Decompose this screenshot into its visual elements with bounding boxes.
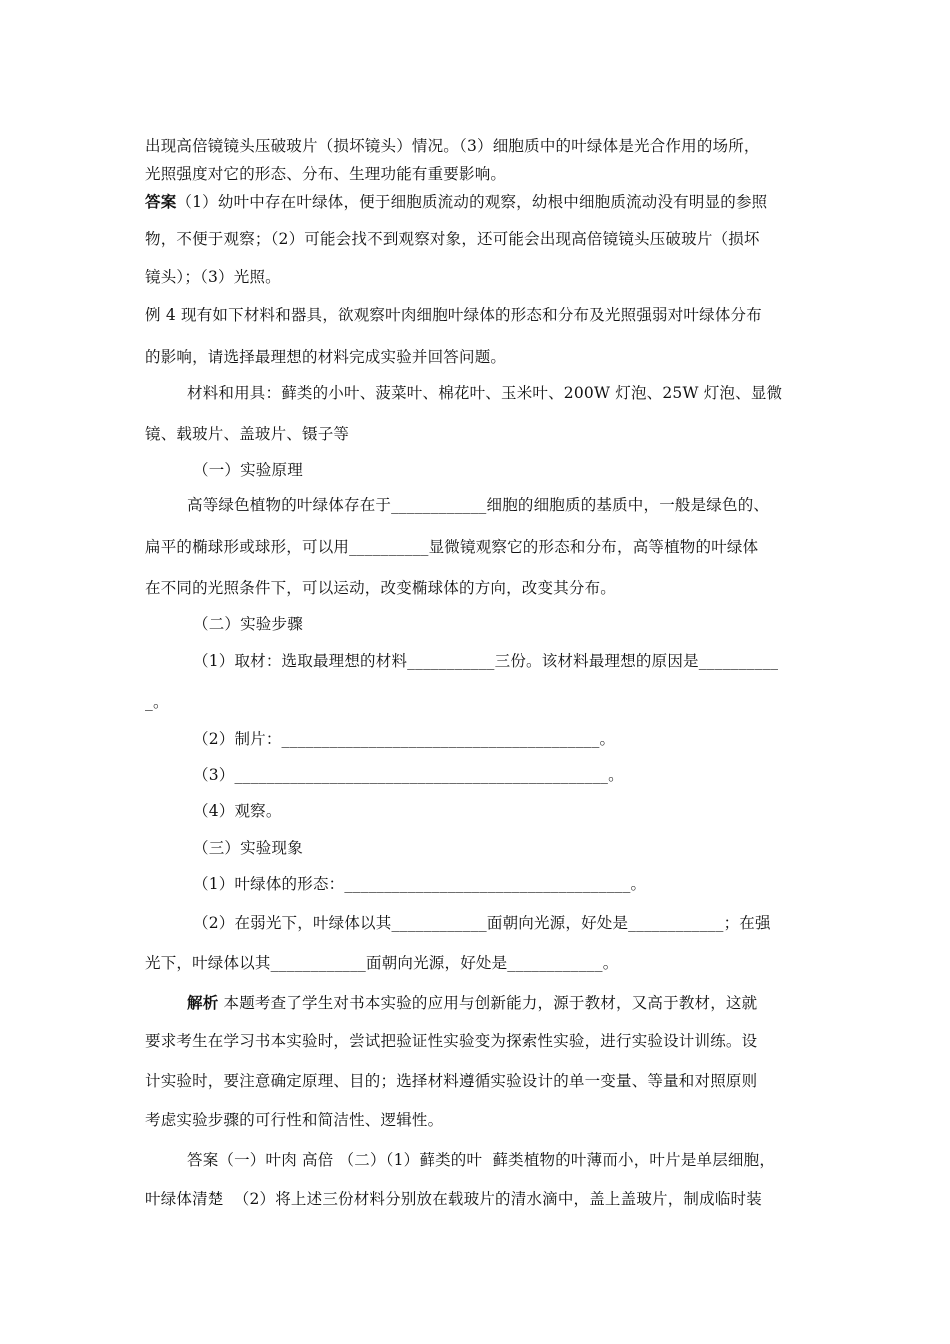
answer-3-line-1 <box>145 192 767 212</box>
principle-line-1: 高等绿色植物的叶绿体存在于____________细胞的细胞质的基质中，一般是绿色的、 <box>187 496 770 514</box>
analysis-line-2: 要求考生在学习书本实验时，尝试把验证性实验变为探索性实验，进行实验设计训练。设 <box>145 1032 758 1050</box>
step-3: （3）_______________________________________________。 <box>193 766 624 784</box>
materials-line-1: 材料和用具：藓类的小叶、菠菜叶、棉花叶、玉米叶、200W 灯泡、25W 灯泡、显微 <box>187 384 783 402</box>
analysis-line-1 <box>187 993 757 1013</box>
answer-4-line-2: 叶绿体清楚 （2）将上述三份材料分别放在载玻片的清水滴中，盖上盖玻片，制成临时装 <box>145 1190 762 1208</box>
answer-label: 答案 <box>145 192 177 211</box>
principle-line-3: 在不同的光照条件下，可以运动，改变椭球体的方向，改变其分布。 <box>145 579 617 597</box>
answer-3-line-3: 镜头）；（3）光照。 <box>145 268 281 286</box>
analysis-label: 解析 <box>187 993 219 1012</box>
analysis-line-3: 计实验时，要注意确定原理、目的；选择材料遵循实验设计的单一变量、等量和对照原则 <box>145 1072 758 1090</box>
answer-4-line-1: 答案（一）叶肉 高倍 （二）（1）藓类的叶 藓类植物的叶薄而小，叶片是单层细胞， <box>187 1151 776 1169</box>
analysis-text: 本题考查了学生对书本实验的应用与创新能力，源于教材，又高于教材，这就 <box>218 994 758 1012</box>
answer-3-text: （1）幼叶中存在叶绿体，便于细胞质流动的观察，幼根中细胞质流动没有明显的参照 <box>176 193 768 211</box>
step-1-line-2: _。 <box>145 693 169 711</box>
analysis-line-4: 考虑实验步骤的可行性和简洁性、逻辑性。 <box>145 1111 444 1129</box>
step-4: （4）观察。 <box>193 802 282 820</box>
section-heading-steps: （二）实验步骤 <box>193 615 303 633</box>
materials-line-2: 镜、载玻片、盖玻片、镊子等 <box>145 425 350 443</box>
step-2: （2）制片：________________________________________。 <box>193 730 616 748</box>
result-2-line-1: （2）在弱光下，叶绿体以其____________面朝向光源，好处是____________；在强 <box>193 914 771 932</box>
prev-answer-line-2: 光照强度对它的形态、分布、生理功能有重要影响。 <box>145 165 507 183</box>
result-2-line-2: 光下，叶绿体以其____________面朝向光源，好处是____________。 <box>145 954 619 972</box>
answer-3-line-2: 物，不便于观察；（2）可能会找不到观察对象，还可能会出现高倍镜镜头压破玻片（损坏 <box>145 230 760 248</box>
example-4-line-1: 例 4 现有如下材料和器具，欲观察叶肉细胞叶绿体的形态和分布及光照强弱对叶绿体分布 <box>145 306 762 324</box>
prev-answer-line-1: 出现高倍镜镜头压破玻片（损坏镜头）情况。（3）细胞质中的叶绿体是光合作用的场所， <box>145 137 760 155</box>
result-1: （1）叶绿体的形态：____________________________________。 <box>193 875 647 893</box>
step-1-line-1: （1）取材：选取最理想的材料___________三份。该材料最理想的原因是__________ <box>193 652 779 670</box>
example-4-line-2: 的影响，请选择最理想的材料完成实验并回答问题。 <box>145 348 507 366</box>
section-heading-principle: （一）实验原理 <box>193 461 303 479</box>
section-heading-results: （三）实验现象 <box>193 839 303 857</box>
principle-line-2: 扁平的椭球形或球形，可以用__________显微镜观察它的形态和分布，高等植物的叶绿体 <box>145 538 759 556</box>
